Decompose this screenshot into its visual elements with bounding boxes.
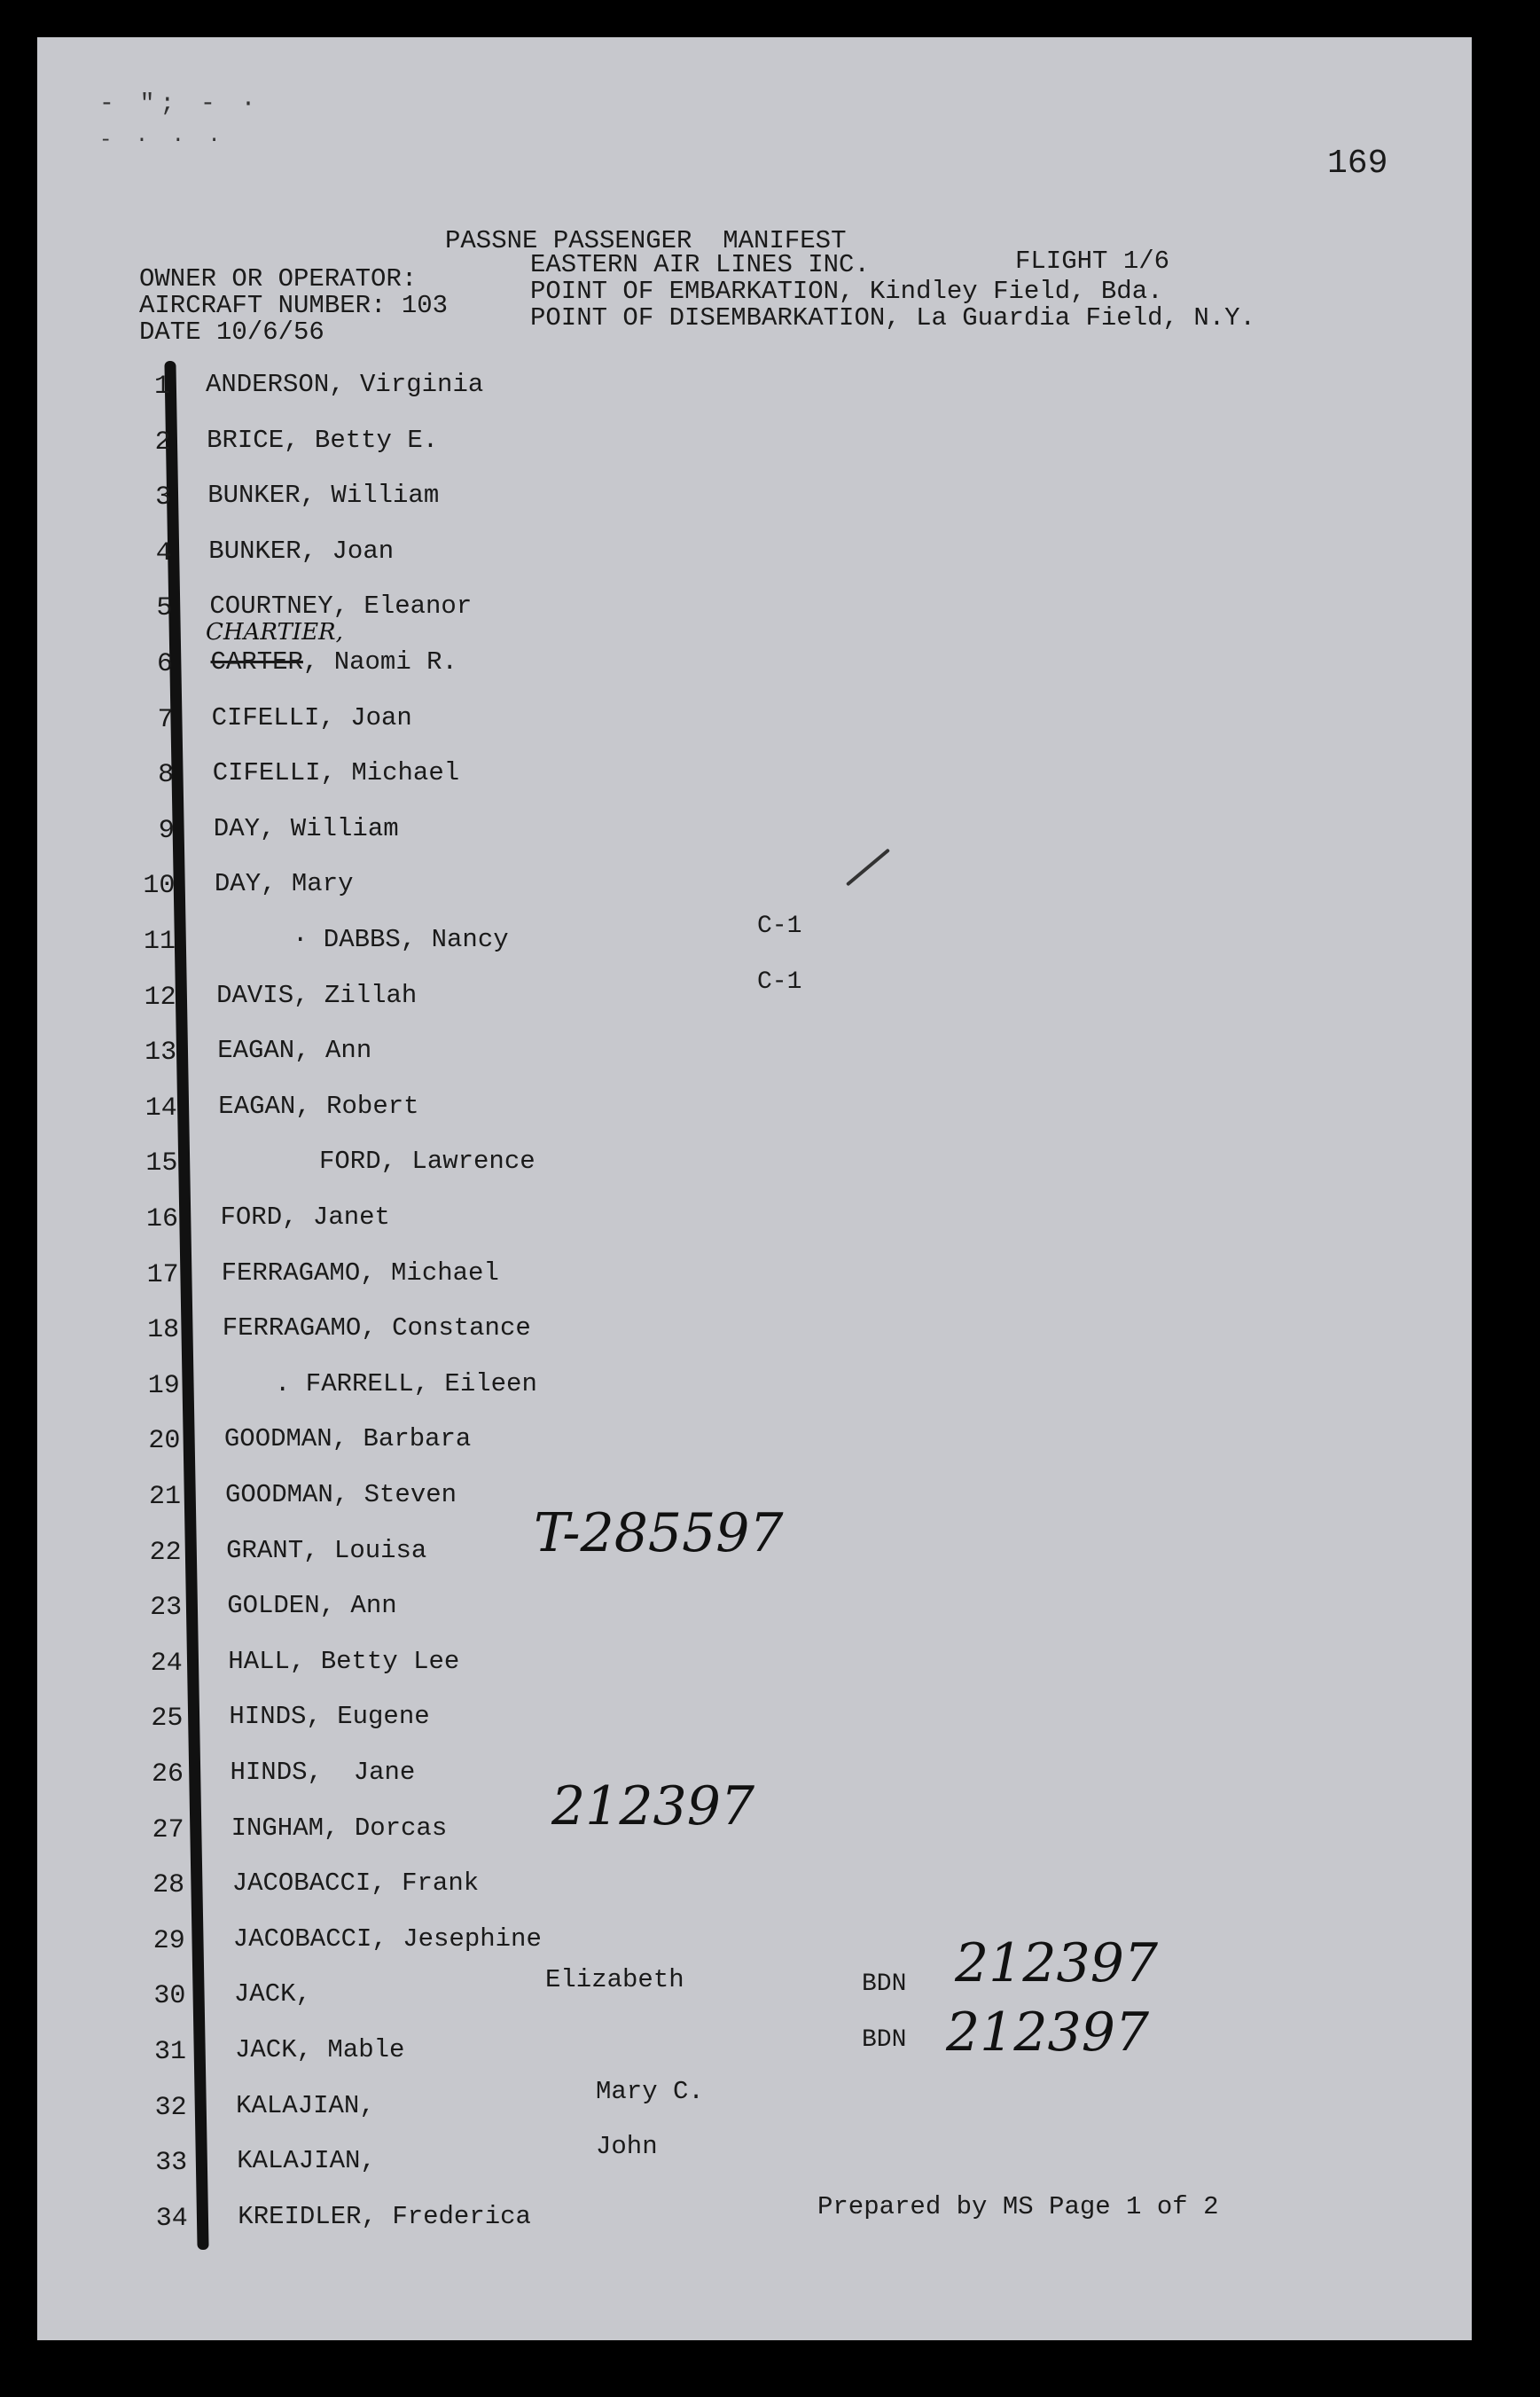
page-number: 169 bbox=[1327, 145, 1388, 183]
passenger-name: HINDS, Jane bbox=[230, 1758, 416, 1787]
handwritten-number: T-285597 bbox=[534, 1501, 784, 1564]
row-number: 31 bbox=[153, 2037, 186, 2067]
aircraft-number: AIRCRAFT NUMBER: 103 bbox=[139, 291, 449, 320]
passenger-name: · DABBS, Nancy bbox=[293, 925, 509, 954]
row-number: 13 bbox=[145, 1038, 177, 1069]
passenger-name: JACOBACCI, Frank bbox=[231, 1868, 480, 1899]
row-number: 2 bbox=[154, 427, 171, 458]
row-number: 6 bbox=[156, 649, 173, 679]
row-number: 4 bbox=[155, 537, 172, 568]
passenger-name bbox=[211, 647, 457, 677]
disembarkation-point: POINT OF DISEMBARKATION, La Guardia Field, N.Y. bbox=[530, 303, 1255, 333]
row-number: 28 bbox=[152, 1870, 185, 1901]
handwritten-number: 212397 bbox=[955, 1932, 1159, 1995]
class-code: C-1 bbox=[757, 967, 802, 996]
given-name: Elizabeth bbox=[545, 1965, 684, 1995]
struck-surname: CARTER bbox=[210, 647, 303, 677]
passenger-name: JACK, Mable bbox=[235, 2035, 405, 2064]
passenger-name: EAGAN, Robert bbox=[218, 1091, 419, 1121]
given-name: Mary C. bbox=[596, 2076, 704, 2106]
corner-marks-2: - · · · bbox=[99, 129, 226, 153]
passenger-name: CIFELLI, Michael bbox=[212, 758, 460, 788]
row-number: 11 bbox=[143, 927, 176, 957]
passenger-name: DAVIS, Zillah bbox=[216, 980, 418, 1010]
passenger-name: JACK, bbox=[233, 1979, 311, 2009]
passenger-name: FORD, Janet bbox=[220, 1202, 390, 1232]
margin-bracket bbox=[164, 361, 208, 2250]
passenger-name: KALAJIAN, bbox=[236, 2090, 375, 2120]
passenger-name: GRANT, Louisa bbox=[226, 1535, 427, 1565]
passenger-name: BUNKER, Joan bbox=[208, 536, 395, 566]
given-name: John bbox=[596, 2132, 658, 2162]
corner-marks: - "; - · bbox=[99, 90, 262, 118]
passenger-name: INGHAM, Dorcas bbox=[231, 1813, 448, 1843]
passenger-name: ANDERSON, Virginia bbox=[206, 370, 484, 399]
manifest-title: PASSNE PASSENGER MANIFEST bbox=[445, 226, 847, 255]
embarkation-point: POINT OF EMBARKATION, Kindley Field, Bda. bbox=[530, 277, 1163, 306]
given-name: , Naomi R. bbox=[302, 647, 457, 677]
row-number: 12 bbox=[144, 982, 176, 1013]
row-number: 1 bbox=[153, 372, 170, 402]
passenger-name: HALL, Betty Lee bbox=[228, 1646, 460, 1676]
manifest-page bbox=[37, 37, 1472, 2340]
row-number: 17 bbox=[146, 1259, 179, 1290]
passenger-name: . FARRELL, Eileen bbox=[275, 1368, 537, 1398]
owner-value: EASTERN AIR LINES INC. bbox=[530, 250, 870, 279]
passenger-name: DAY, William bbox=[213, 813, 399, 843]
row-number: 29 bbox=[152, 1925, 185, 1956]
passenger-name: JACOBACCI, Jesephine bbox=[232, 1923, 542, 1954]
flight-number: FLIGHT 1/6 bbox=[1015, 247, 1170, 276]
passenger-name: HINDS, Eugene bbox=[229, 1702, 430, 1732]
row-number: 7 bbox=[157, 704, 174, 735]
row-number: 22 bbox=[149, 1537, 182, 1568]
passenger-name: KALAJIAN, bbox=[237, 2146, 376, 2176]
row-number: 15 bbox=[145, 1148, 178, 1179]
passenger-name: FORD, Lawrence bbox=[319, 1147, 535, 1177]
row-number: 33 bbox=[155, 2148, 188, 2179]
passenger-name: FERRAGAMO, Constance bbox=[222, 1313, 531, 1343]
class-code: BDN bbox=[862, 2026, 907, 2054]
row-number: 8 bbox=[158, 760, 175, 791]
handwritten-number: 212397 bbox=[551, 1774, 755, 1837]
row-number: 30 bbox=[153, 1981, 186, 2012]
row-number: 18 bbox=[147, 1315, 180, 1346]
passenger-name: EAGAN, Ann bbox=[217, 1036, 372, 1066]
prepared-by-footer: Prepared by MS Page 1 of 2 bbox=[817, 2192, 1219, 2221]
row-number: 21 bbox=[148, 1482, 181, 1512]
passenger-name: FERRAGAMO, Michael bbox=[221, 1257, 499, 1288]
row-number: 5 bbox=[156, 593, 173, 624]
passenger-name: GOLDEN, Ann bbox=[227, 1591, 397, 1621]
class-code: BDN bbox=[862, 1970, 907, 1999]
row-number: 3 bbox=[155, 482, 172, 513]
row-number: 24 bbox=[150, 1648, 183, 1679]
row-number: 27 bbox=[152, 1814, 184, 1845]
pen-tick-mark bbox=[846, 849, 890, 887]
row-number: 14 bbox=[145, 1093, 177, 1124]
passenger-name: DAY, Mary bbox=[214, 869, 354, 899]
handwritten-correction: CHARTIER, bbox=[206, 619, 343, 646]
passenger-name: BRICE, Betty E. bbox=[207, 425, 439, 455]
row-number: 32 bbox=[154, 2092, 187, 2123]
passenger-name: COURTNEY, Eleanor bbox=[209, 591, 473, 622]
row-number: 25 bbox=[151, 1704, 184, 1735]
row-number: 20 bbox=[148, 1426, 181, 1457]
row-number: 34 bbox=[155, 2203, 188, 2234]
class-code: C-1 bbox=[757, 913, 802, 940]
owner-label: OWNER OR OPERATOR: bbox=[139, 264, 418, 294]
row-number: 19 bbox=[147, 1370, 180, 1401]
passenger-name: KREIDLER, Frederica bbox=[238, 2201, 531, 2231]
handwritten-number: 212397 bbox=[946, 2001, 1150, 2064]
passenger-name: CIFELLI, Joan bbox=[211, 702, 412, 732]
flight-date: DATE 10/6/56 bbox=[139, 317, 324, 347]
row-number: 9 bbox=[158, 815, 175, 846]
row-number: 23 bbox=[150, 1593, 183, 1624]
row-number: 26 bbox=[151, 1759, 184, 1790]
passenger-name: BUNKER, William bbox=[207, 481, 440, 511]
row-number: 16 bbox=[145, 1204, 178, 1234]
passenger-name: GOODMAN, Steven bbox=[225, 1480, 457, 1509]
row-number: 10 bbox=[143, 871, 176, 902]
passenger-name: GOODMAN, Barbara bbox=[223, 1424, 472, 1454]
